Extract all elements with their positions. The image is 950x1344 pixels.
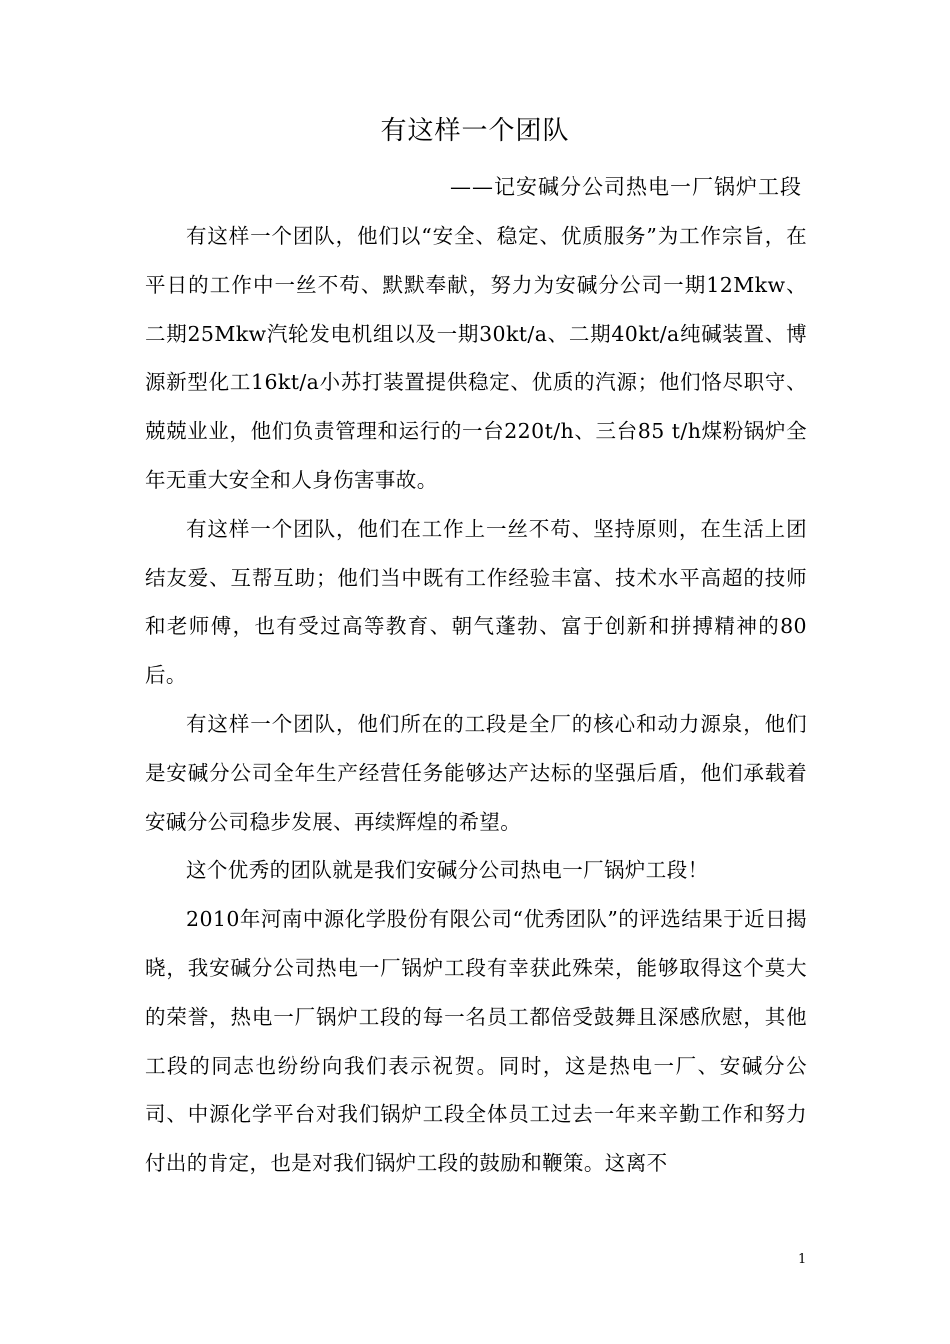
document-title: 有这样一个团队 — [380, 116, 570, 146]
paragraph: 有这样一个团队，他们在工作上一丝不苟、坚持原则，在生活上团结友爱、互帮互助；他们当中既有工作经验丰富、技术水平高超的技师和老师傅，也有受过高等教育、朝气蓬勃、富于创新和拼搏精神的80后。 — [145, 516, 807, 688]
paragraph: 有这样一个团队，他们所在的工段是全厂的核心和动力源泉，他们是安碱分公司全年生产经营任务能够达产达标的坚强后盾，他们承载着安碱分公司稳步发展、再续辉煌的希望。 — [145, 711, 807, 834]
paragraph: 有这样一个团队，他们以“安全、稳定、优质服务”为工作宗旨，在平日的工作中一丝不苟、默默奉献，努力为安碱分公司一期12Mkw、二期25Mkw汽轮发电机组以及一期30kt/a、二期40kt/a纯碱装置、博源新型化工16kt/a小苏打装置提供稳定、优质的汽源；他们恪尽职守、兢兢业业，他们负责管理和运行的一台220t/h、三台85 t/h煤粉锅炉全年无重大安全和人身伤害事故。 — [145, 224, 807, 492]
document-body — [145, 212, 807, 1188]
page-number: 1 — [798, 1252, 807, 1267]
paragraph: 这个优秀的团队就是我们安碱分公司热电一厂锅炉工段！ — [186, 858, 709, 883]
paragraph: 2010年河南中源化学股份有限公司“优秀团队”的评选结果于近日揭晓，我安碱分公司热电一厂锅炉工段有幸获此殊荣，能够取得这个莫大的荣誉，热电一厂锅炉工段的每一名员工都倍受鼓舞且深感欣慰，其他工段的同志也纷纷向我们表示祝贺。同时，这是热电一厂、安碱分公司、中源化学平台对我们锅炉工段全体员工过去一年来辛勤工作和努力付出的肯定，也是对我们锅炉工段的鼓励和鞭策。这离不 — [145, 907, 807, 1176]
document-subtitle: ——记安碱分公司热电一厂锅炉工段 — [450, 175, 802, 199]
